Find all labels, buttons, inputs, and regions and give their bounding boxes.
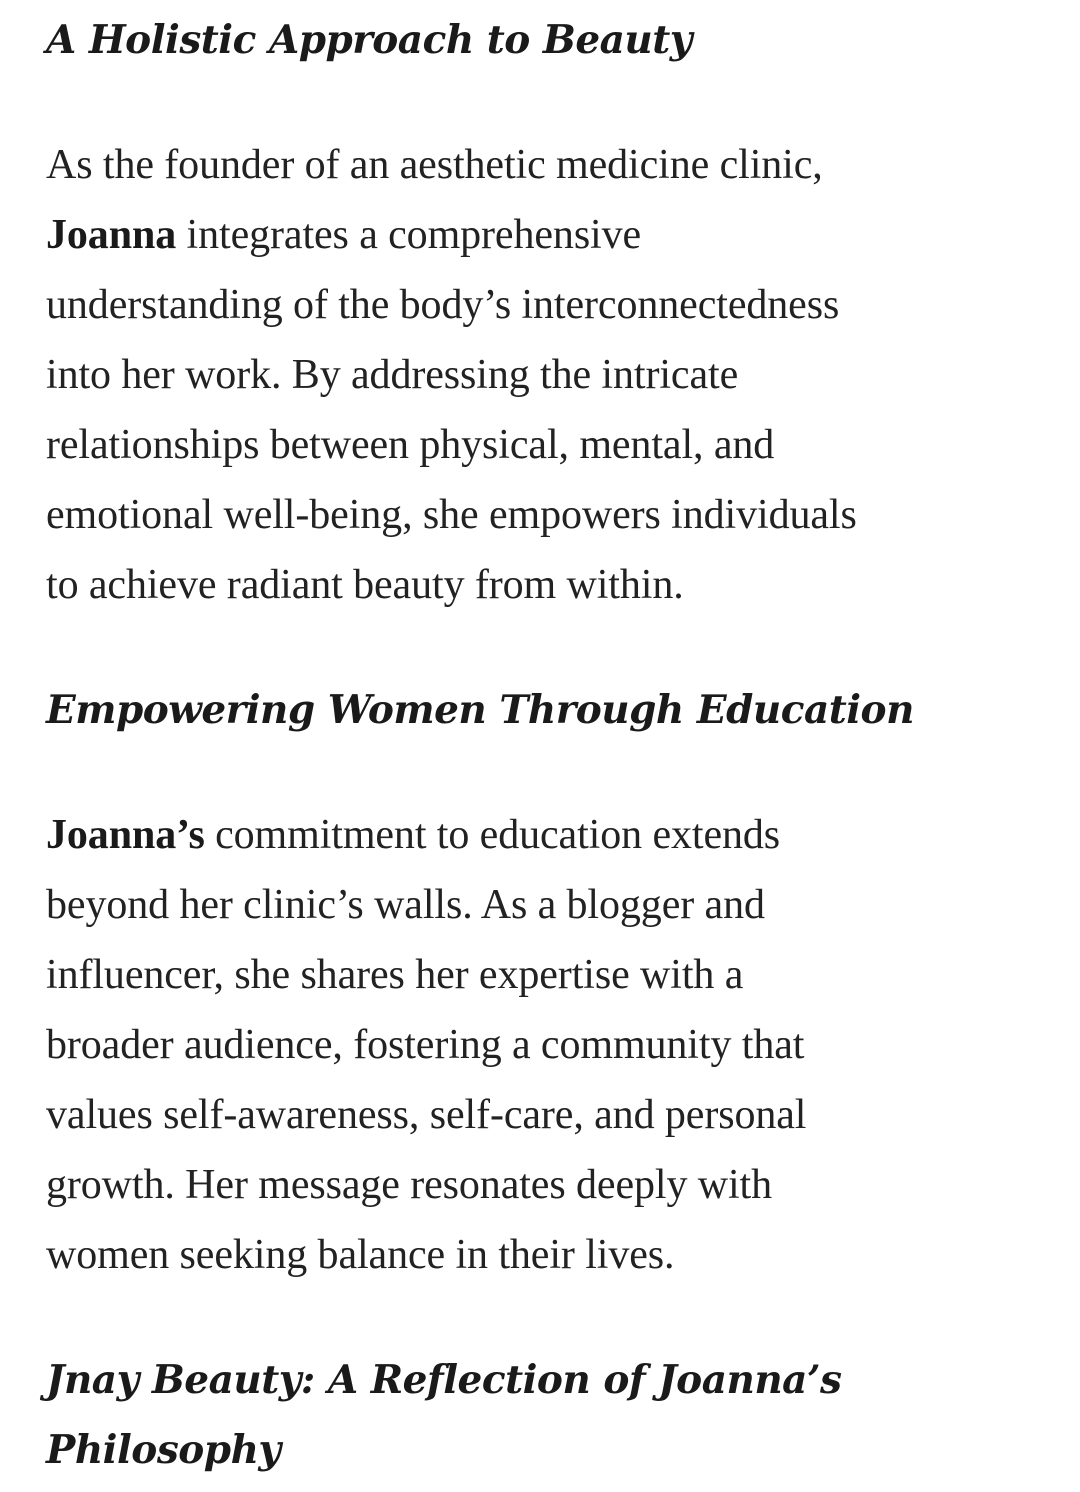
paragraph-line: to achieve radiant beauty from within. <box>46 562 684 608</box>
paragraph-line: growth. Her message resonates deeply with <box>46 1162 773 1208</box>
paragraph-line: values self-awareness, self-care, and personal <box>46 1092 807 1138</box>
paragraph-line <box>46 200 1046 270</box>
paragraph-line: beyond her clinic’s walls. As a blogger and <box>46 882 765 928</box>
section-heading-holistic-approach: A Holistic Approach to Beauty <box>46 17 692 63</box>
paragraph-line: women seeking balance in their lives. <box>46 1232 675 1278</box>
paragraph-empowering-women <box>46 800 1046 1290</box>
paragraph-line-text: integrates a comprehensive <box>186 212 642 258</box>
paragraph-holistic-approach <box>46 130 1046 620</box>
paragraph-line: emotional well-being, she empowers individuals <box>46 492 857 538</box>
section-heading-empowering-women: Empowering Women Through Education <box>46 687 914 733</box>
paragraph-line: into her work. By addressing the intricate <box>46 352 739 398</box>
bold-name-joanna: Joanna <box>46 212 177 258</box>
bold-name-joannas: Joanna’s <box>46 812 205 858</box>
paragraph-line: understanding of the body’s interconnectedness <box>46 282 840 328</box>
paragraph-line: broader audience, fostering a community that <box>46 1022 805 1068</box>
paragraph-line: relationships between physical, mental, and <box>46 422 775 468</box>
heading-line: Jnay Beauty: A Reflection of Joanna’s <box>46 1357 842 1403</box>
section-heading-jnay-beauty <box>46 1345 1046 1485</box>
paragraph-line <box>46 800 1046 870</box>
paragraph-line-text: commitment to education extends <box>215 812 781 858</box>
heading-line: Philosophy <box>46 1427 281 1473</box>
paragraph-line: As the founder of an aesthetic medicine clinic, <box>46 142 823 188</box>
paragraph-line: influencer, she shares her expertise with a <box>46 952 744 998</box>
